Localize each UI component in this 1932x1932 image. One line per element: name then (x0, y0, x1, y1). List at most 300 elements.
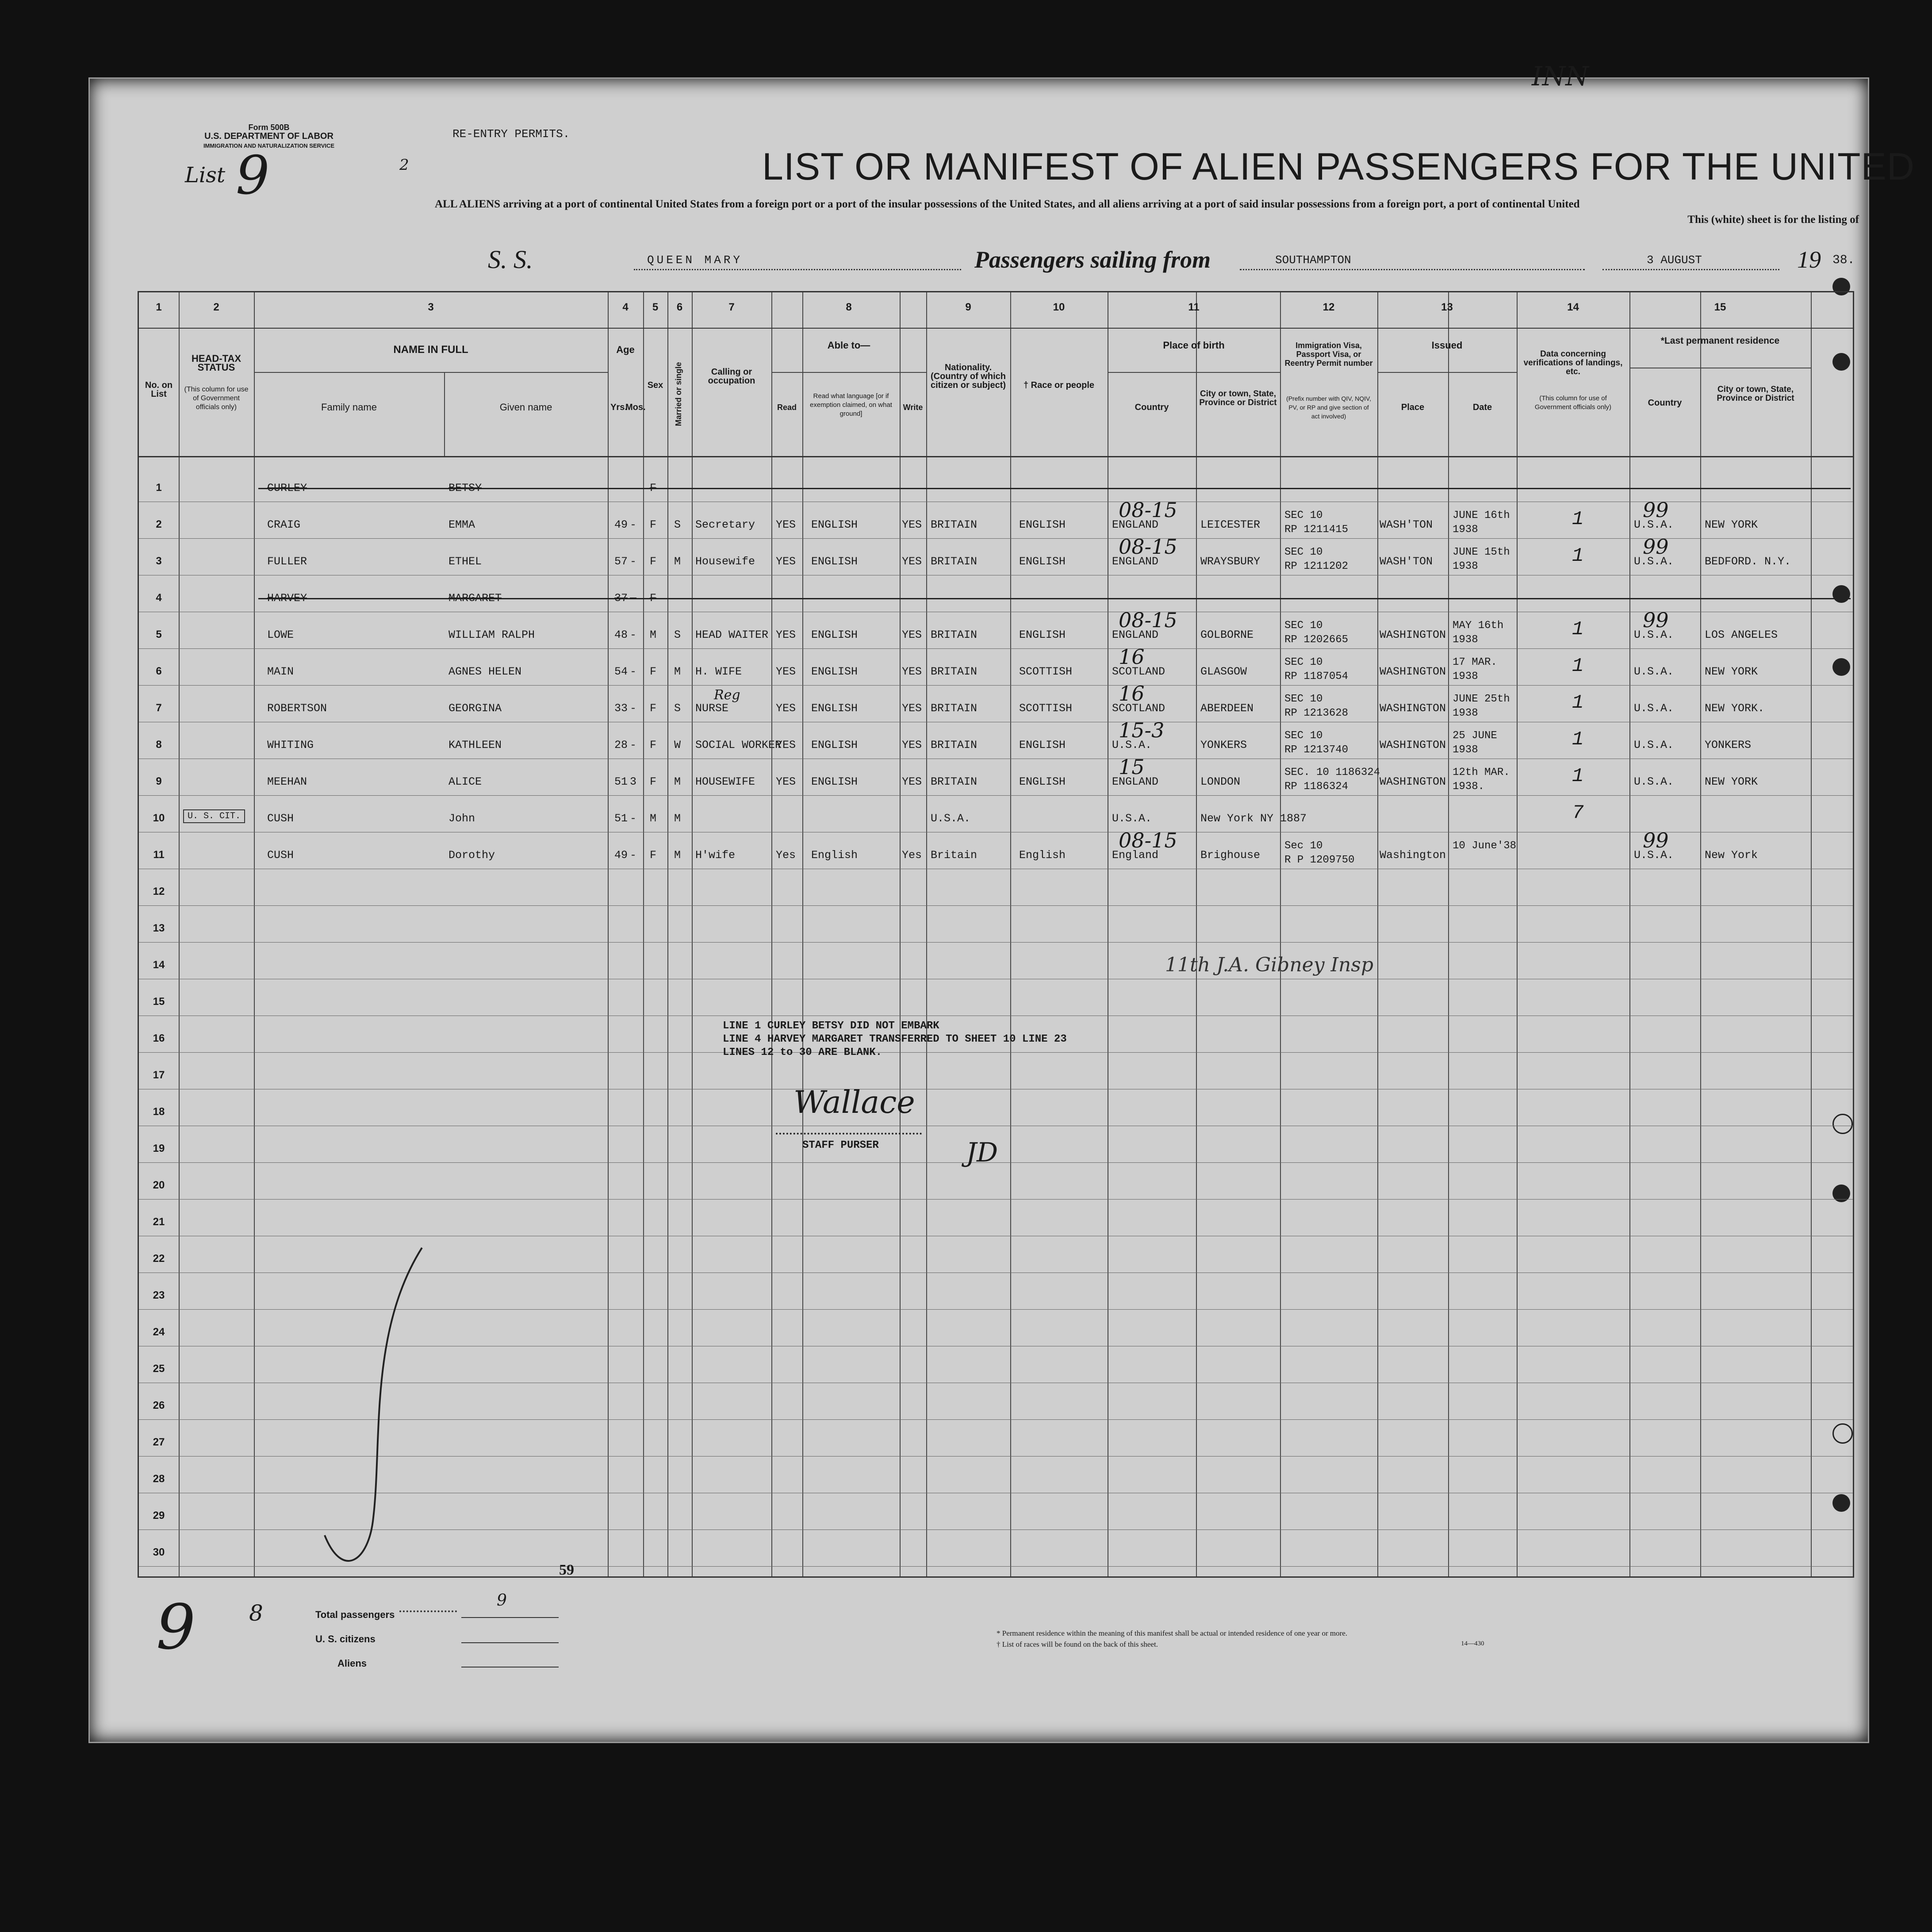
age-months: - (630, 518, 637, 531)
col-num: 2 (213, 301, 219, 313)
col-num: 1 (156, 301, 162, 313)
birth-country: ENGLAND (1112, 775, 1159, 788)
language: ENGLISH (811, 629, 858, 641)
row-number: 17 (153, 1069, 165, 1081)
birth-country: ENGLAND (1112, 555, 1159, 568)
residence-city: NEW YORK (1705, 665, 1758, 678)
birth-country: SCOTLAND (1112, 702, 1165, 715)
visa-section: SEC 10 (1284, 730, 1323, 742)
residence-city: NEW YORK (1705, 775, 1758, 788)
residence-country: U.S.A. (1634, 775, 1674, 788)
visa-number: RP 1211202 (1284, 560, 1349, 572)
year-prefix: 19 (1797, 246, 1821, 273)
row-number: 23 (153, 1289, 165, 1301)
birth-country: ENGLAND (1112, 629, 1159, 641)
total-value: 9 (497, 1591, 507, 1610)
hdr-name-in-full: NAME IN FULL (393, 344, 468, 356)
corner-mark: INN (1532, 61, 1589, 92)
nationality: BRITAIN (931, 629, 978, 641)
birth-code-annotation: 08-15 (1119, 498, 1177, 522)
issued-date: 12th MAR. (1453, 767, 1510, 778)
can-read: Yes (776, 849, 796, 862)
purser-signature: Wallace (794, 1084, 915, 1120)
hdr-read: Read (777, 403, 797, 412)
age-months: - (630, 849, 637, 862)
issued-place: Washington (1380, 849, 1446, 862)
department: U.S. DEPARTMENT OF LABOR (204, 131, 334, 141)
row-rule (139, 1052, 1853, 1053)
visa-section: SEC 10 (1284, 620, 1323, 632)
verification-mark: 1 (1572, 545, 1584, 567)
page-mark: 59 (559, 1562, 574, 1578)
verification-mark: 1 (1572, 508, 1584, 530)
hdr-data-note: (This column for use of Government officials only) (1534, 395, 1612, 411)
can-write: YES (902, 702, 922, 715)
residence-code-annotation: 99 (1643, 828, 1669, 852)
sex: F (650, 775, 657, 788)
given-name: WILLIAM RALPH (448, 629, 535, 641)
row-number: 27 (153, 1436, 165, 1448)
list-sub-number: 2 (399, 156, 409, 174)
race: ENGLISH (1019, 629, 1066, 641)
col-num: 12 (1322, 301, 1335, 313)
birth-subrule (1108, 372, 1280, 373)
verification-mark: 1 (1572, 618, 1584, 640)
language: ENGLISH (811, 555, 858, 568)
residence-code-annotation: 99 (1643, 498, 1669, 522)
can-write: YES (902, 555, 922, 568)
visa-number: RP 1186324 (1284, 781, 1349, 793)
age-years: 28 (614, 739, 628, 751)
can-read: YES (776, 702, 796, 715)
us-rule (461, 1642, 559, 1643)
hdr-sex: Sex (647, 380, 663, 390)
issued-date: MAY 16th (1453, 620, 1504, 632)
col-num: 4 (622, 301, 629, 313)
residence-country: U.S.A. (1634, 702, 1674, 715)
nationality: U.S.A. (931, 812, 971, 825)
residence-city: NEW YORK. (1705, 702, 1765, 715)
language: ENGLISH (811, 665, 858, 678)
issued-date: 25 JUNE (1453, 730, 1497, 742)
issued-place: WASHINGTON (1380, 775, 1446, 788)
row-number: 14 (153, 959, 165, 971)
hdr-res-country: Country (1648, 398, 1682, 408)
instruction-line-2: This (white) sheet is for the listing of (1687, 214, 1859, 226)
marital-status: W (674, 739, 681, 751)
marital-status: M (674, 812, 681, 825)
nationality: Britain (931, 849, 978, 862)
column-divider (692, 292, 693, 1576)
marital-status: M (674, 849, 681, 862)
row-rule (139, 648, 1853, 649)
birth-code-annotation: 08-15 (1119, 535, 1177, 559)
age-years: 51 (614, 775, 628, 788)
issued-date: JUNE 25th (1453, 693, 1510, 705)
name-subrule (254, 372, 608, 373)
sex: F (650, 849, 657, 862)
hdr-visa-note: (Prefix number with QIV, NQIV, PV, or RP and give section of act involved) (1286, 395, 1371, 420)
column-divider (1811, 292, 1812, 1576)
birth-code-annotation: 08-15 (1119, 608, 1177, 632)
row-number: 25 (153, 1363, 165, 1375)
birth-city: YONKERS (1200, 739, 1247, 751)
can-read: YES (776, 739, 796, 751)
row-number: 8 (156, 739, 162, 751)
residence-country: U.S.A. (1634, 849, 1674, 862)
hdr-read-lang: Read what language [or if exemption claimed, on what ground] (810, 392, 892, 418)
col-num: 5 (652, 301, 659, 313)
column-divider (771, 292, 772, 1576)
signature-rule (776, 1133, 922, 1135)
row-number: 13 (153, 922, 165, 934)
row-number: 28 (153, 1473, 165, 1485)
family-name: CUSH (267, 849, 294, 862)
sailing-from-label: Passengers sailing from (974, 246, 1211, 273)
issued-place: WASHINGTON (1380, 629, 1446, 641)
issued-year: 1938 (1453, 524, 1478, 536)
visa-section: SEC. 10 1186324 (1284, 767, 1380, 778)
age-months: - (630, 592, 637, 605)
manifest-sheet (88, 61, 1915, 1743)
verification-mark: 1 (1572, 765, 1584, 787)
column-divider (1629, 292, 1630, 1576)
sex: F (650, 702, 657, 715)
col-num: 10 (1053, 301, 1065, 313)
marital-status: S (674, 629, 681, 641)
can-read: YES (776, 518, 796, 531)
us-citizens-label: U. S. citizens (315, 1633, 376, 1644)
marital-status: M (674, 665, 681, 678)
hdr-race: † Race or people (1023, 380, 1095, 390)
age-months: - (630, 629, 637, 641)
birth-city: LEICESTER (1200, 518, 1261, 531)
hdr-last-residence: *Last permanent residence (1660, 336, 1780, 346)
hdr-place-of-birth: Place of birth (1163, 340, 1225, 351)
staff-purser-label: STAFF PURSER (802, 1139, 879, 1151)
hdr-head-tax-note: (This column for use of Government officials only) (184, 386, 249, 411)
can-write: YES (902, 665, 922, 678)
sex: F (650, 555, 657, 568)
occupation: HEAD WAITER (695, 629, 769, 641)
sex: M (650, 629, 657, 641)
can-read: YES (776, 555, 796, 568)
hdr-calling: Calling or occupation (708, 367, 755, 386)
row-number: 3 (156, 555, 162, 567)
given-name: MARGARET (448, 592, 502, 605)
can-read: YES (776, 775, 796, 788)
row-number: 5 (156, 629, 162, 640)
visa-number: R P 1209750 (1284, 854, 1355, 866)
column-divider (643, 292, 644, 1576)
strikethrough-line (258, 488, 1851, 489)
race: ENGLISH (1019, 739, 1066, 751)
nationality: BRITAIN (931, 518, 978, 531)
row-number: 29 (153, 1510, 165, 1522)
row-number: 19 (153, 1142, 165, 1154)
can-write: YES (902, 629, 922, 641)
residence-country: U.S.A. (1634, 518, 1674, 531)
occupation-annotation: Reg (714, 687, 740, 703)
list-number: 9 (236, 145, 270, 207)
issued-year: 1938 (1453, 560, 1478, 572)
visa-number: RP 1211415 (1284, 524, 1349, 536)
language: ENGLISH (811, 739, 858, 751)
race-note: † List of races will be found on the back of this sheet. (997, 1640, 1158, 1648)
birth-country: England (1112, 849, 1159, 862)
marital-status: S (674, 518, 681, 531)
nationality: BRITAIN (931, 702, 978, 715)
can-read: YES (776, 629, 796, 641)
row-rule (139, 685, 1853, 686)
permanent-residence-note: * Permanent residence within the meaning of this manifest shall be actual or intended residence of one year or more. (997, 1629, 1348, 1637)
column-divider (1377, 292, 1378, 1576)
hdr-issued: Issued (1431, 340, 1463, 351)
list-label: List (185, 163, 226, 188)
birth-code-annotation: 15-3 (1119, 718, 1165, 742)
sex: F (650, 739, 657, 751)
birth-country: U.S.A. (1112, 739, 1152, 751)
birth-code-annotation: 15 (1119, 755, 1145, 779)
row-number: 1 (156, 482, 162, 494)
verification-mark: 7 (1572, 802, 1584, 824)
sex: F (650, 592, 657, 605)
family-name: CUSH (267, 812, 294, 825)
row-number: 9 (156, 775, 162, 787)
issued-year: 1938 (1453, 671, 1478, 682)
visa-section: SEC 10 (1284, 693, 1323, 705)
hdr-able-to: Able to— (827, 340, 870, 351)
issued-year: 1938 (1453, 707, 1478, 719)
ship-name-rule (634, 269, 961, 270)
family-name: CRAIG (267, 518, 301, 531)
row-number: 11 (153, 849, 165, 861)
row-number: 24 (153, 1326, 165, 1338)
issued-date: JUNE 16th (1453, 510, 1510, 521)
column-divider (1010, 292, 1011, 1576)
residence-city: NEW YORK (1705, 518, 1758, 531)
residence-city: LOS ANGELES (1705, 629, 1778, 641)
marital-status: M (674, 555, 681, 568)
row-number: 12 (153, 886, 165, 897)
residence-country: U.S.A. (1634, 629, 1674, 641)
marital-status: M (674, 775, 681, 788)
verification-mark: 1 (1572, 728, 1584, 751)
visa-section: Sec 10 (1284, 840, 1323, 852)
age-years: 57 (614, 555, 628, 568)
race: ENGLISH (1019, 775, 1066, 788)
row-number: 22 (153, 1253, 165, 1265)
hdr-data-concerning: Data concerning verifications of landings, etc. (1523, 349, 1623, 376)
nationality: BRITAIN (931, 739, 978, 751)
occupation: SOCIAL WORKER (695, 739, 782, 751)
birth-city: Brighouse (1200, 849, 1261, 862)
ss-label: S. S. (488, 245, 533, 274)
total-rule (461, 1617, 559, 1618)
column-divider (802, 292, 803, 1576)
hdr-birth-country: Country (1135, 402, 1169, 412)
family-name: HARVEY (267, 592, 307, 605)
given-name: AGNES HELEN (448, 665, 522, 678)
residence-country: U.S.A. (1634, 739, 1674, 751)
hdr-nationality: Nationality. (Country of which citizen or subject) (930, 363, 1006, 390)
birth-country: SCOTLAND (1112, 665, 1165, 678)
row-rule (139, 795, 1853, 796)
total-dots (399, 1610, 457, 1612)
column-divider (1700, 292, 1701, 1576)
can-write: YES (902, 739, 922, 751)
row-number: 30 (153, 1546, 165, 1558)
birth-city: New York NY 1887 (1200, 812, 1307, 825)
hdr-head-tax: HEAD-TAX STATUS (191, 353, 242, 373)
year-suffix: 38. (1832, 253, 1855, 267)
form-number: Form 500B (248, 123, 290, 132)
issued-date: 17 MAR. (1453, 656, 1497, 668)
row-rule (139, 1199, 1853, 1200)
note-line-3: LINES 12 to 30 ARE BLANK. (723, 1046, 882, 1058)
birth-code-annotation: 16 (1119, 682, 1145, 705)
note-line-2: LINE 4 HARVEY MARGARET TRANSFERRED TO SHEET 10 LINE 23 (723, 1033, 1067, 1045)
residence-code-annotation: 99 (1643, 608, 1669, 632)
hdr-family-name: Family name (321, 402, 377, 413)
age-years: 54 (614, 665, 628, 678)
age-months: - (630, 665, 637, 678)
family-name: LOWE (267, 629, 294, 641)
verification-mark: 1 (1572, 692, 1584, 714)
row-rule (139, 942, 1853, 943)
age-months: - (630, 739, 637, 751)
reentry-permits-label: RE-ENTRY PERMITS. (452, 127, 570, 141)
given-name: Dorothy (448, 849, 495, 862)
service: IMMIGRATION AND NATURALIZATION SERVICE (203, 142, 335, 149)
residence-city: New York (1705, 849, 1758, 862)
hdr-res-city: City or town, State, Province or District (1717, 385, 1794, 403)
col-num: 7 (728, 301, 735, 313)
column-divider (179, 292, 180, 1576)
hdr-given-name: Given name (499, 402, 552, 413)
age-years: 33 (614, 702, 628, 715)
can-write: YES (902, 518, 922, 531)
port-rule (1240, 269, 1585, 270)
residence-city: YONKERS (1705, 739, 1752, 751)
race: SCOTTISH (1019, 665, 1073, 678)
row-number: 18 (153, 1106, 165, 1118)
issued-place: WASH'TON (1380, 555, 1433, 568)
hdr-birth-city: City or town, State, Province or District (1199, 389, 1277, 407)
age-years: 48 (614, 629, 628, 641)
row-number: 10 (153, 812, 165, 824)
hdr-age: Age (616, 344, 635, 355)
given-name: ALICE (448, 775, 482, 788)
can-read: YES (776, 665, 796, 678)
sex: F (650, 482, 657, 494)
row-number: 15 (153, 996, 165, 1008)
col-num: 6 (676, 301, 683, 313)
column-divider (926, 292, 927, 1576)
family-name: WHITING (267, 739, 314, 751)
visa-number: RP 1202665 (1284, 634, 1349, 646)
can-write: YES (902, 775, 922, 788)
birth-city: GLASGOW (1200, 665, 1247, 678)
form-code: 14—430 (1461, 1640, 1484, 1647)
occupation: HOUSEWIFE (695, 775, 755, 788)
visa-number: RP 1187054 (1284, 671, 1349, 682)
occupation: H. WIFE (695, 665, 742, 678)
birth-city: GOLBORNE (1200, 629, 1254, 641)
hdr-married: Married or single (674, 362, 683, 426)
aliens-rule (461, 1667, 559, 1668)
header-rule (139, 456, 1853, 457)
occupation: NURSE (695, 702, 729, 715)
family-name: FULLER (267, 555, 307, 568)
row-rule (139, 538, 1853, 539)
row-number: 20 (153, 1179, 165, 1191)
hdr-no-on-list: No. on List (145, 380, 173, 399)
hdr-mos: Mos. (625, 402, 646, 412)
inspector-note: 11th J.A. Gibney Insp (1165, 954, 1374, 976)
sex: F (650, 518, 657, 531)
issued-year: 1938. (1453, 781, 1485, 793)
given-name: EMMA (448, 518, 475, 531)
date-rule (1602, 269, 1779, 270)
nationality: BRITAIN (931, 775, 978, 788)
residence-city: BEDFORD. N.Y. (1705, 555, 1791, 568)
age-years: 49 (614, 849, 628, 862)
sex: F (650, 665, 657, 678)
able-subrule (771, 372, 926, 373)
header-rule (139, 328, 1853, 329)
col-num: 15 (1714, 301, 1726, 313)
can-write: Yes (902, 849, 922, 862)
column-divider (1448, 292, 1449, 1576)
col-num: 3 (428, 301, 434, 313)
footer-total-mark: 9 (156, 1591, 196, 1664)
family-name: CURLEY (267, 482, 307, 494)
issued-place: WASHINGTON (1380, 739, 1446, 751)
family-name: MAIN (267, 665, 294, 678)
birth-city: ABERDEEN (1200, 702, 1254, 715)
residence-country: U.S.A. (1634, 665, 1674, 678)
sailing-date: 3 AUGUST (1647, 253, 1702, 267)
birth-country: ENGLAND (1112, 518, 1159, 531)
family-name: MEEHAN (267, 775, 307, 788)
visa-section: SEC 10 (1284, 656, 1323, 668)
name-divider (444, 372, 445, 456)
occupation: H'wife (695, 849, 736, 862)
given-name: John (448, 812, 475, 825)
issued-subrule (1377, 372, 1517, 373)
strikethrough-line (258, 598, 1851, 599)
residence-code-annotation: 99 (1643, 535, 1669, 559)
residence-country: U.S.A. (1634, 555, 1674, 568)
column-divider (1280, 292, 1281, 1576)
column-divider (608, 292, 609, 1576)
hdr-write: Write (903, 403, 923, 412)
column-divider (1517, 292, 1518, 1576)
row-number: 7 (156, 702, 162, 714)
col-num: 9 (965, 301, 971, 313)
issued-place: WASHINGTON (1380, 702, 1446, 715)
given-name: ETHEL (448, 555, 482, 568)
visa-section: SEC 10 (1284, 510, 1323, 521)
col-num: 13 (1441, 301, 1453, 313)
race: English (1019, 849, 1066, 862)
age-years: 49 (614, 518, 628, 531)
row-number: 16 (153, 1032, 165, 1044)
issued-place: WASH'TON (1380, 518, 1433, 531)
nationality: BRITAIN (931, 555, 978, 568)
race: SCOTTISH (1019, 702, 1073, 715)
